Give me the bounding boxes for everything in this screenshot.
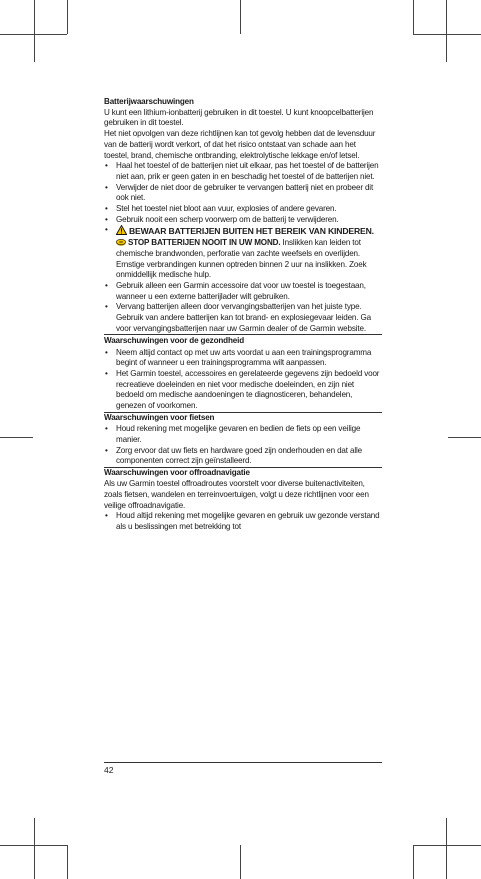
crop-mark [446,0,447,62]
crop-mark [413,845,481,846]
warning-heading: BEWAAR BATTERIJEN BUITEN HET BEREIK VAN KINDEREN. [129,226,374,237]
health-warnings-section [104,334,382,411]
page-number: 42 [104,765,114,775]
list-item: • Haal het toestel of de batterijen niet uit elkaar, pas het toestel of de batterijen niet aan, prik er geen gaten in en beschadig het toestel of de batterijen niet. [104,161,382,182]
crop-mark [34,818,35,879]
list-item: • Neem altijd contact op met uw arts voordat u aan een trainingsprogramma begint of wanneer u een trainingsprogramma wilt aanpassen. [104,348,382,369]
crop-mark [413,0,414,34]
bullet-list [104,511,382,532]
warning-list-item [104,225,382,281]
paragraph: U kunt een lithium-ionbatterij gebruiken in dit toestel. U kunt knoopcelbatterijen gebruiken in dit toestel. [104,107,374,128]
crop-mark [67,0,68,34]
list-item: • Vervang batterijen alleen door vervangingsbatterijen van het juiste type. Gebruik van andere batterijen kan tot brand- en explosiegevaar leiden. Ga voor vervangingsbatterijen naar uw Garmin dealer of de Garmin website. [104,302,382,334]
crop-mark [0,437,33,438]
list-item: • Zorg ervoor dat uw fiets en hardware goed zijn onderhouden en dat alle componenten correct zijn geïnstalleerd. [104,446,382,467]
battery-warnings-section [104,97,382,334]
crop-mark [446,818,447,879]
section-title: Waarschuwingen voor de gezondheid [104,334,382,347]
paragraph: Het niet opvolgen van deze richtlijnen kan tot gevolg hebben dat de levensduur van de batterij wordt verkort, of dat het risico ontstaat van schade aan het toestel, brand, chemische ontbranding, elektrolytische lekkage en/of letsel. [104,129,376,160]
list-item: • Houd altijd rekening met mogelijke gevaren en gebruik uw gezonde verstand als u beslissingen met betrekking tot [104,511,382,532]
page-footer [104,762,382,775]
crop-mark [240,845,241,879]
list-item: • Het Garmin toestel, accessoires en gerelateerde gegevens zijn bedoeld voor recreatieve doeleinden en niet voor medische doeleinden, en zijn niet bedoeld om medische aandoeningen te diagnosticeren, behandelen, genezen of voorkomen. [104,369,382,412]
crop-mark [67,845,68,879]
coin-battery-icon [116,239,126,246]
crop-mark [413,845,414,879]
crop-mark [413,34,481,35]
section-title: Waarschuwingen voor offroadnavigatie [104,467,382,479]
page-content [104,97,382,533]
paragraph: Als uw Garmin toestel offroadroutes voorstelt voor diverse buitenactiviteiten, zoals fietsen, wandelen en terreinvoertuigen, volgt u deze richtlijnen voor een veilige offroadnavigatie. [104,479,369,510]
list-item: • Gebruik nooit een scherp voorwerp om de batterij te verwijderen. [104,215,382,226]
crop-mark [0,845,67,846]
crop-mark [240,0,241,34]
crop-mark [34,0,35,62]
bullet-list [104,161,382,334]
warning-bold-text: STOP BATTERIJEN NOOIT IN UW MOND. [128,238,281,248]
crop-mark [0,34,67,35]
warning-text: Inslikken kan leiden tot chemische brandwonden, perforatie van zachte weefsels en overlijden. Ernstige verbrandingen kunnen optreden binnen 2 uur na inslikken. Zoek onmiddellijk medische hulp. [116,238,367,280]
list-item: • Stel het toestel niet bloot aan vuur, explosies of andere gevaren. [104,204,382,215]
list-item: • Gebruik alleen een Garmin accessoire dat voor uw toestel is toegestaan, wanneer u een externe batterijlader wilt gebruiken. [104,281,382,302]
bullet-list [104,348,382,412]
cycling-warnings-section [104,412,382,467]
bullet-list [104,424,382,467]
crop-mark [448,437,481,438]
section-title: Waarschuwingen voor fietsen [104,412,382,424]
offroad-warnings-section [104,467,382,533]
list-item: • Houd rekening met mogelijke gevaren en bedien de fiets op een veilige manier. [104,424,382,445]
list-item: • Verwijder de niet door de gebruiker te vervangen batterij niet en probeer dit ook niet. [104,183,382,204]
section-title: Batterijwaarschuwingen [104,97,194,106]
warning-triangle-icon [116,225,127,235]
